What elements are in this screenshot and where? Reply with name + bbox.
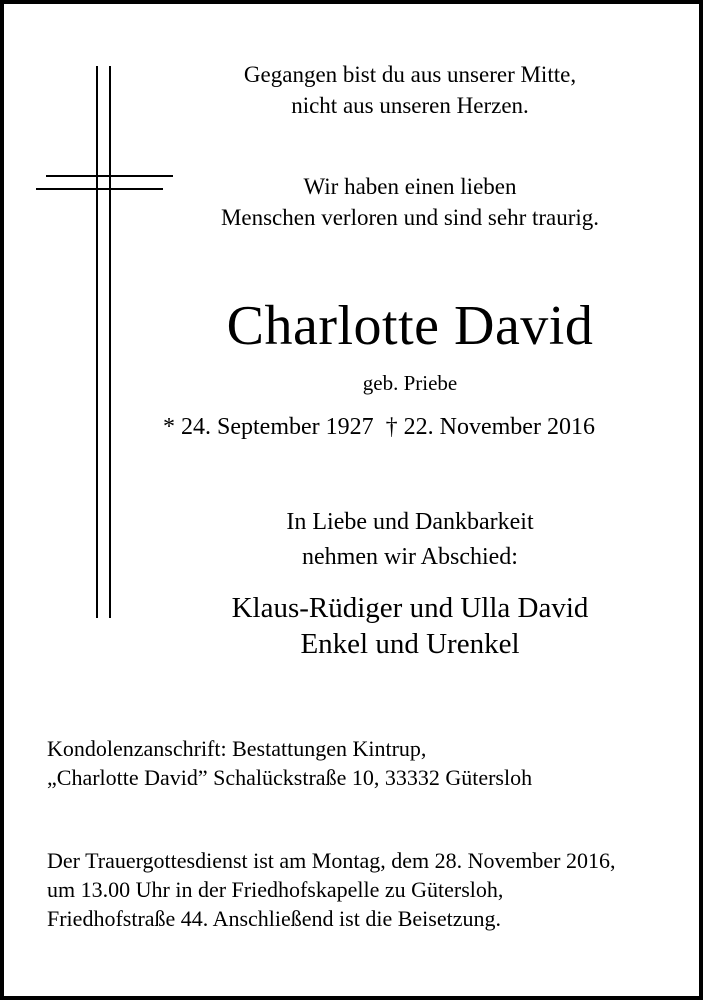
service-line-1: Der Trauergottesdienst ist am Montag, dem 28. November 2016, [47, 848, 616, 873]
condolence-line-1: Kondolenzanschrift: Bestattungen Kintrup, [47, 736, 427, 761]
verse-stanza-1 [160, 59, 660, 121]
mourners-list [160, 590, 660, 662]
life-dates [163, 410, 663, 444]
service-line-2: um 13.00 Uhr in der Friedhofskapelle zu Gütersloh, [47, 877, 504, 902]
condolence-line-2: „Charlotte David” Schalückstraße 10, 33332 Gütersloh [47, 765, 533, 790]
mourner-line-1: Klaus-Rüdiger und Ulla David [231, 592, 589, 624]
service-line-3: Friedhofstraße 44. Anschließend ist die Beisetzung. [47, 906, 501, 931]
latin-cross-icon [30, 62, 180, 622]
condolence-address [47, 734, 687, 792]
death-date: † 22. November 2016 [385, 414, 595, 440]
funeral-service-info [47, 846, 687, 933]
birth-date: * 24. September 1927 [163, 414, 374, 440]
farewell-line-1: In Liebe und Dankbarkeit [286, 509, 534, 535]
verse-stanza-2 [160, 171, 660, 233]
mourner-line-2: Enkel und Urenkel [300, 628, 520, 660]
maiden-name: geb. Priebe [362, 371, 458, 395]
deceased-name: Charlotte David [226, 295, 594, 357]
verse-line-4: Menschen verloren und sind sehr traurig. [220, 205, 600, 230]
farewell-line-2: nehmen wir Abschied: [302, 544, 518, 570]
verse-line-3: Wir haben einen lieben [303, 174, 517, 199]
verse-line-1: Gegangen bist du aus unserer Mitte, [243, 62, 577, 87]
farewell-text [160, 505, 660, 575]
verse-line-2: nicht aus unseren Herzen. [291, 93, 529, 118]
